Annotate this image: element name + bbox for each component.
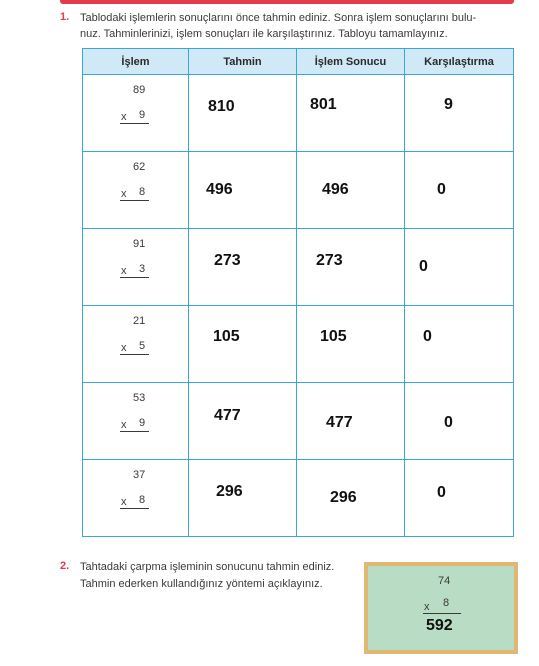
multiplier: 8 (139, 186, 146, 198)
multiply-sign: x (121, 419, 127, 431)
result-cell (297, 152, 405, 229)
operation-line (120, 123, 149, 124)
multiplier: 9 (139, 109, 146, 121)
result-value: 801 (310, 96, 337, 113)
comparison-value: 0 (423, 328, 432, 345)
operation-cell (83, 306, 189, 383)
result-cell (297, 229, 405, 306)
estimate-cell (189, 306, 297, 383)
board-operation-line (423, 613, 461, 614)
chalkboard (364, 562, 518, 654)
header-islem: İşlem (83, 49, 189, 75)
top-accent-bar (60, 0, 514, 4)
operation-cell (83, 75, 189, 152)
result-cell (297, 383, 405, 460)
result-cell (297, 306, 405, 383)
question-2-line-2: Tahmin ederken kullandığınız yöntemi açıklayınız. (80, 578, 323, 590)
estimate-value: 496 (206, 181, 233, 198)
result-value: 496 (322, 181, 349, 198)
comparison-value: 0 (419, 258, 428, 275)
table-row (83, 75, 514, 152)
multiply-sign: x (121, 188, 127, 200)
table-row (83, 229, 514, 306)
comparison-value: 9 (444, 96, 453, 113)
comparison-value: 0 (444, 414, 453, 431)
comparison-value: 0 (437, 181, 446, 198)
board-multiply-sign: x (424, 601, 430, 613)
operation-line (120, 277, 149, 278)
header-karsilastirma: Karşılaştırma (405, 49, 514, 75)
table-row (83, 383, 514, 460)
estimate-cell (189, 383, 297, 460)
estimate-cell (189, 460, 297, 537)
comparison-cell (405, 75, 514, 152)
multiplicand: 89 (133, 84, 146, 96)
result-value: 296 (330, 489, 357, 506)
header-islem-sonucu: İşlem Sonucu (297, 49, 405, 75)
multiply-sign: x (121, 496, 127, 508)
multiplier: 9 (139, 417, 146, 429)
comparison-cell (405, 229, 514, 306)
comparison-value: 0 (437, 484, 446, 501)
question-2-number: 2. (60, 560, 70, 572)
table-header-row (83, 49, 514, 75)
operation-line (120, 508, 149, 509)
result-cell (297, 460, 405, 537)
operation-cell (83, 152, 189, 229)
multiplier: 5 (139, 340, 146, 352)
question-2-line-1: Tahtadaki çarpma işleminin sonucunu tahmin ediniz. (80, 561, 335, 573)
multiplicand: 62 (133, 161, 146, 173)
comparison-cell (405, 460, 514, 537)
board-multiplicand: 74 (438, 575, 451, 587)
table-row (83, 152, 514, 229)
multiplicand: 91 (133, 238, 146, 250)
multiplicand: 21 (133, 315, 146, 327)
question-1-number: 1. (60, 11, 70, 23)
board-multiplier: 8 (443, 597, 450, 609)
comparison-cell (405, 152, 514, 229)
operation-line (120, 200, 149, 201)
comparison-cell (405, 383, 514, 460)
operation-line (120, 354, 149, 355)
multiply-sign: x (121, 342, 127, 354)
operation-line (120, 431, 149, 432)
question-1-line-2: nuz. Tahminlerinizi, işlem sonuçları ile karşılaştırınız. Tabloyu tamamlayınız. (80, 28, 448, 40)
comparison-cell (405, 306, 514, 383)
comparison-table (82, 48, 514, 537)
estimate-value: 477 (214, 407, 241, 424)
multiplicand: 37 (133, 469, 146, 481)
result-cell (297, 75, 405, 152)
estimate-value: 810 (208, 98, 235, 115)
multiplicand: 53 (133, 392, 146, 404)
estimate-cell (189, 229, 297, 306)
multiply-sign: x (121, 265, 127, 277)
estimate-cell (189, 75, 297, 152)
estimate-value: 296 (216, 483, 243, 500)
operation-cell (83, 383, 189, 460)
operation-cell (83, 460, 189, 537)
estimate-value: 105 (213, 328, 240, 345)
estimate-value: 273 (214, 252, 241, 269)
multiply-sign: x (121, 111, 127, 123)
header-tahmin: Tahmin (189, 49, 297, 75)
table-row (83, 306, 514, 383)
question-1-line-1: Tablodaki işlemlerin sonuçlarını önce tahmin ediniz. Sonra işlem sonuçlarını bulu- (80, 12, 477, 24)
multiplier: 3 (139, 263, 146, 275)
estimate-cell (189, 152, 297, 229)
operation-cell (83, 229, 189, 306)
table-row (83, 460, 514, 537)
multiplier: 8 (139, 494, 146, 506)
result-value: 477 (326, 414, 353, 431)
result-value: 273 (316, 252, 343, 269)
board-answer: 592 (426, 617, 453, 634)
result-value: 105 (320, 328, 347, 345)
